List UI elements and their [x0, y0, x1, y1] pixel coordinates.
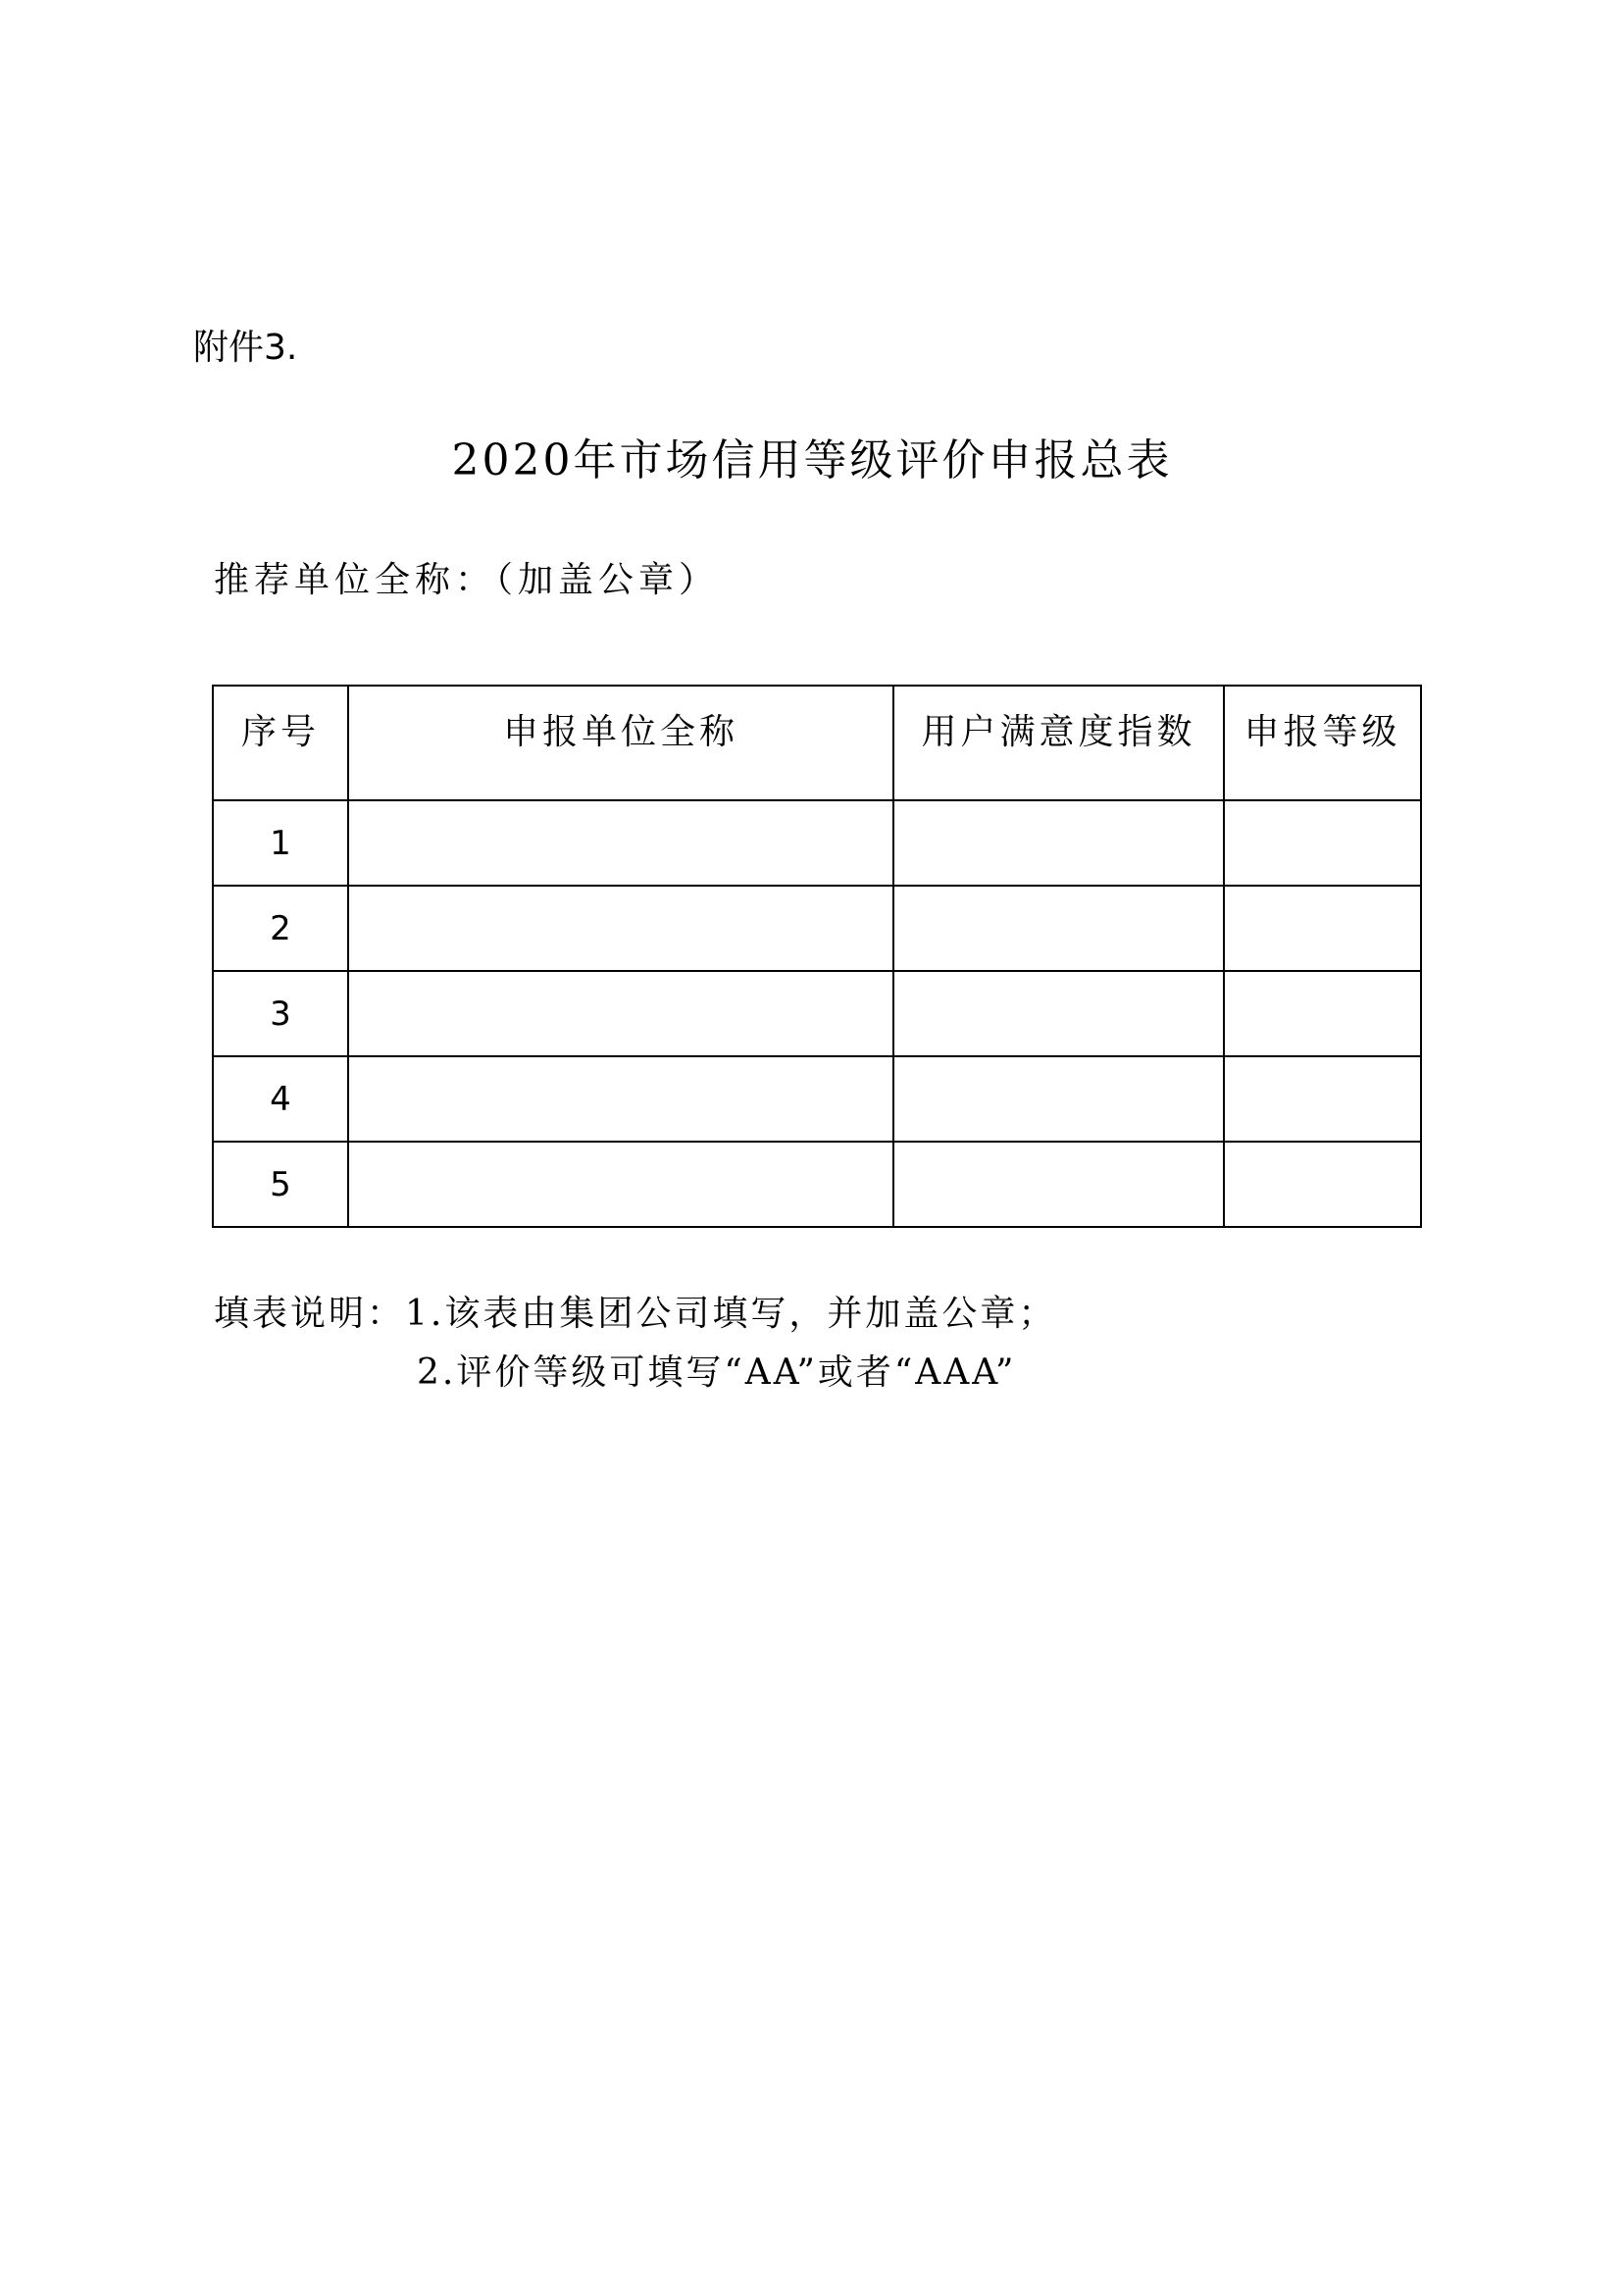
row-applicant-name-cell[interactable] — [348, 971, 893, 1056]
row-applicant-name-cell[interactable] — [348, 886, 893, 971]
row-applied-grade-cell[interactable] — [1224, 1142, 1421, 1227]
row-serial-number: 1 — [213, 800, 348, 886]
report-summary-table — [212, 685, 1422, 1228]
row-applied-grade-cell[interactable] — [1224, 971, 1421, 1056]
instruction-item-1: 1.该表由集团公司填写，并加盖公章； — [405, 1294, 1057, 1334]
row-serial-number: 4 — [213, 1056, 348, 1142]
table-row — [213, 886, 1421, 971]
row-satisfaction-index-cell[interactable] — [893, 1056, 1224, 1142]
table-row — [213, 1142, 1421, 1227]
row-applicant-name-cell[interactable] — [348, 1142, 893, 1227]
filling-instructions — [214, 1285, 1056, 1402]
header-serial-number: 序号 — [213, 686, 348, 800]
row-serial-number: 2 — [213, 886, 348, 971]
instruction-item-2: 2.评价等级可填写“AA”或者“AAA” — [417, 1352, 1017, 1393]
header-satisfaction-index: 用户满意度指数 — [893, 686, 1224, 800]
row-applicant-name-cell[interactable] — [348, 800, 893, 886]
recommender-unit-line: 推荐单位全称：（加盖公章） — [214, 560, 720, 600]
row-satisfaction-index-cell[interactable] — [893, 971, 1224, 1056]
row-satisfaction-index-cell[interactable] — [893, 1142, 1224, 1227]
header-applied-grade: 申报等级 — [1224, 686, 1421, 800]
document-title: 2020年市场信用等级评价申报总表 — [451, 435, 1173, 485]
row-satisfaction-index-cell[interactable] — [893, 886, 1224, 971]
table-header-row — [213, 686, 1421, 800]
row-serial-number: 5 — [213, 1142, 348, 1227]
row-applied-grade-cell[interactable] — [1224, 886, 1421, 971]
table-row — [213, 800, 1421, 886]
table-row — [213, 1056, 1421, 1142]
row-applied-grade-cell[interactable] — [1224, 800, 1421, 886]
row-serial-number: 3 — [213, 971, 348, 1056]
table-row — [213, 971, 1421, 1056]
instructions-label: 填表说明： — [214, 1294, 406, 1334]
row-satisfaction-index-cell[interactable] — [893, 800, 1224, 886]
row-applied-grade-cell[interactable] — [1224, 1056, 1421, 1142]
instruction-line-1 — [214, 1285, 1056, 1344]
row-applicant-name-cell[interactable] — [348, 1056, 893, 1142]
header-applicant-name: 申报单位全称 — [348, 686, 893, 800]
instruction-line-2 — [214, 1344, 1056, 1402]
attachment-label: 附件3. — [193, 328, 298, 368]
